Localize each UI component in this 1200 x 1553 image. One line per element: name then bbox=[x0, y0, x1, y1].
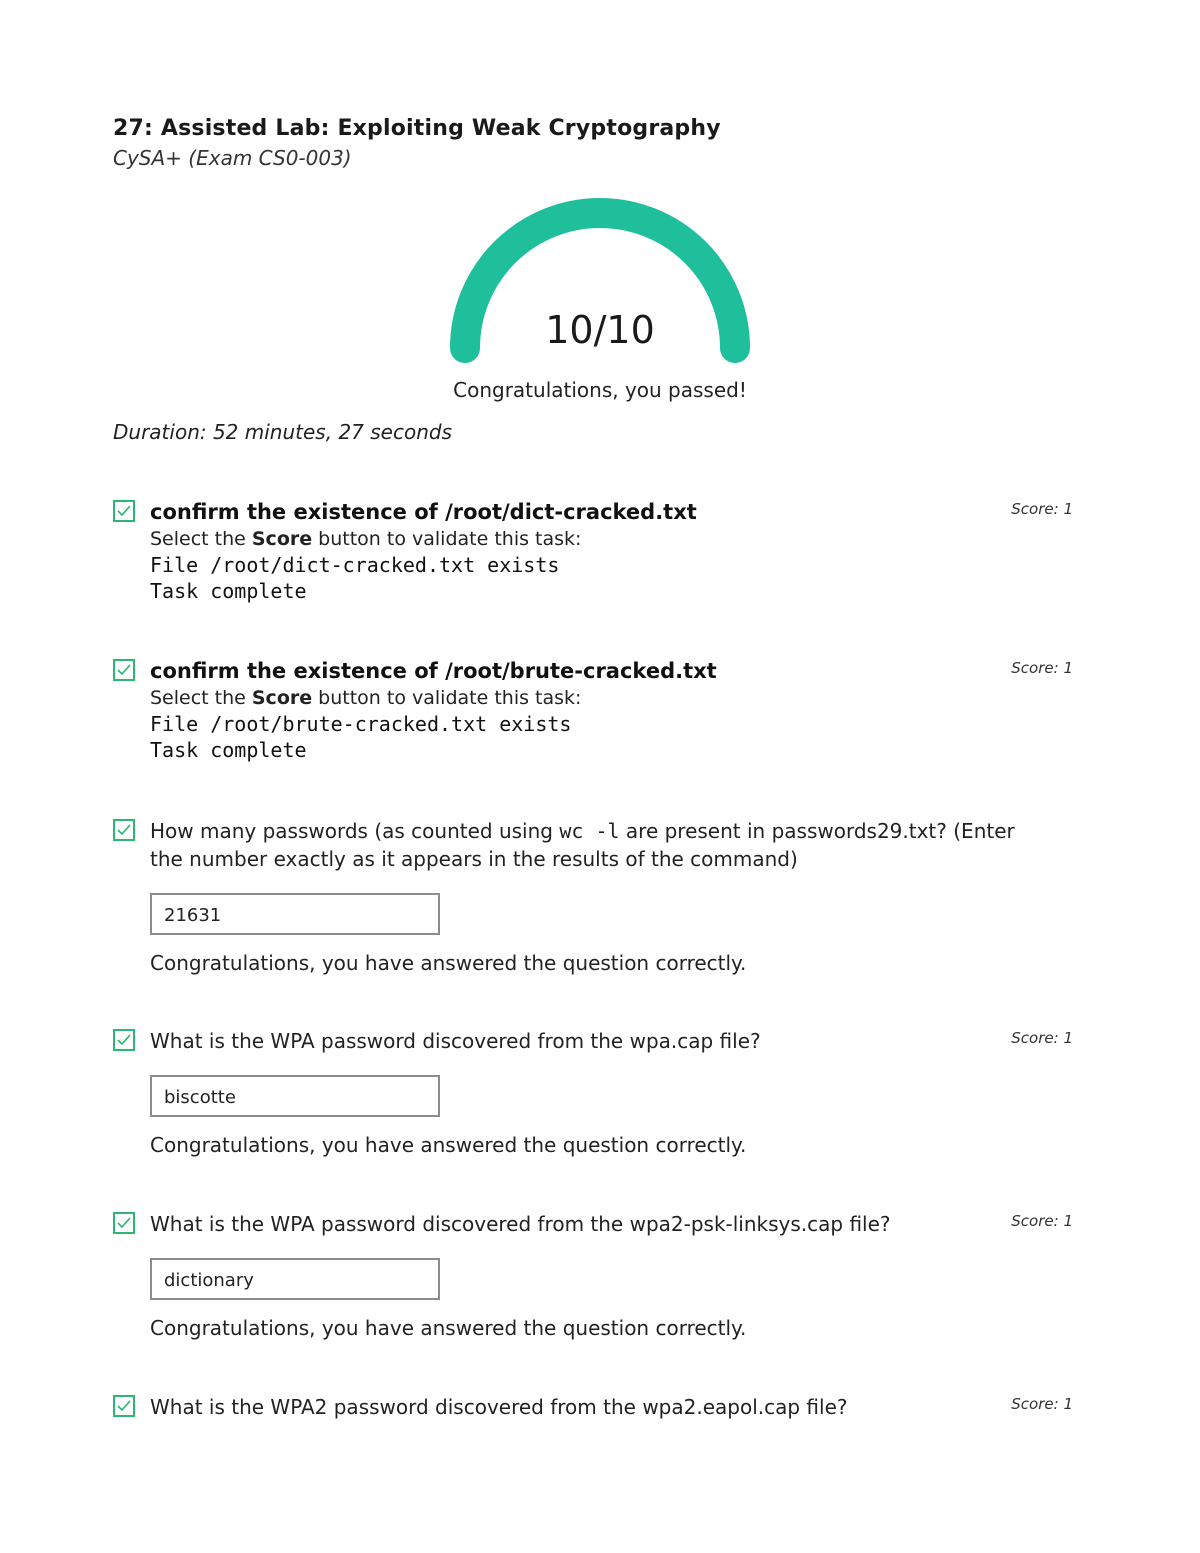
task-instruction: Select the Score button to validate this task: bbox=[150, 528, 582, 550]
feedback-text: Congratulations, you have answered the question correctly. bbox=[150, 1316, 747, 1340]
score-gauge bbox=[450, 196, 750, 371]
score-button-ref: Score bbox=[251, 528, 313, 550]
check-icon bbox=[113, 659, 135, 681]
question-text: What is the WPA password discovered from the wpa.cap file? bbox=[150, 1029, 761, 1053]
question-text: How many passwords (as counted using wc -l are present in passwords29.txt? (Enter the number exactly as it appears in the results of the command) bbox=[150, 819, 1015, 871]
exam-subtitle: CySA+ (Exam CS0-003) bbox=[113, 146, 352, 170]
question-text: What is the WPA2 password discovered from the wpa2.eapol.cap file? bbox=[150, 1395, 848, 1419]
task-title: confirm the existence of /root/brute-cracked.txt bbox=[150, 659, 717, 683]
pass-message: Congratulations, you passed! bbox=[453, 378, 747, 402]
feedback-text: Congratulations, you have answered the question correctly. bbox=[150, 1133, 747, 1157]
page-title: 27: Assisted Lab: Exploiting Weak Cryptography bbox=[113, 116, 721, 141]
score-button-ref: Score bbox=[251, 687, 313, 709]
task-status: Task complete bbox=[150, 738, 307, 762]
check-icon bbox=[113, 1212, 135, 1234]
check-icon bbox=[113, 1029, 135, 1051]
feedback-text: Congratulations, you have answered the question correctly. bbox=[150, 951, 747, 975]
task-title: confirm the existence of /root/dict-cracked.txt bbox=[150, 500, 697, 524]
duration: Duration: 52 minutes, 27 seconds bbox=[113, 420, 452, 444]
question-text: What is the WPA password discovered from the wpa2-psk-linksys.cap file? bbox=[150, 1212, 891, 1236]
question-score: Score: 1 bbox=[1011, 1212, 1073, 1230]
task-score: Score: 1 bbox=[1011, 659, 1073, 677]
answer-input[interactable]: 21631 bbox=[150, 893, 440, 935]
question-score: Score: 1 bbox=[1011, 1029, 1073, 1047]
task-score: Score: 1 bbox=[1011, 500, 1073, 518]
check-icon bbox=[113, 500, 135, 522]
answer-input[interactable]: biscotte bbox=[150, 1075, 440, 1117]
question-score: Score: 1 bbox=[1011, 1395, 1073, 1413]
task-status: Task complete bbox=[150, 579, 307, 603]
check-icon bbox=[113, 819, 135, 841]
lab-report bbox=[113, 0, 1073, 1553]
score-value: 10/10 bbox=[545, 308, 655, 352]
check-icon bbox=[113, 1395, 135, 1417]
answer-input[interactable]: dictionary bbox=[150, 1258, 440, 1300]
task-output: File /root/brute-cracked.txt exists bbox=[150, 712, 572, 736]
task-output: File /root/dict-cracked.txt exists bbox=[150, 553, 560, 577]
task-instruction: Select the Score button to validate this task: bbox=[150, 687, 582, 709]
command-code: wc -l bbox=[559, 819, 620, 843]
